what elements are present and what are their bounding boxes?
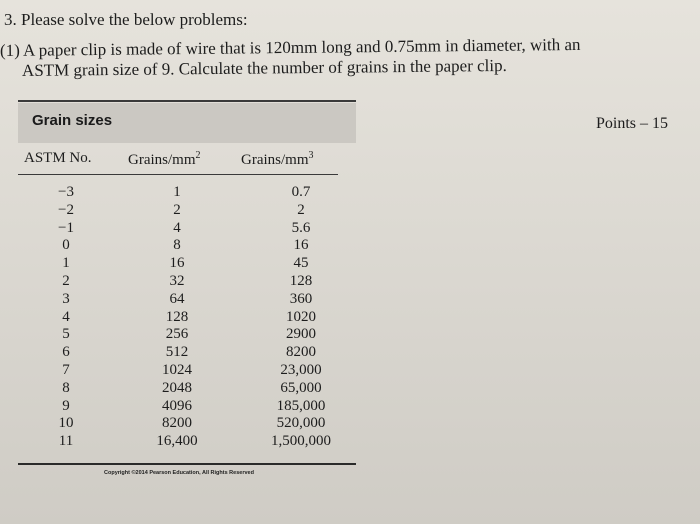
table-top-rule <box>18 100 356 102</box>
table-cell-astm: 9 <box>62 397 70 414</box>
table-cell-mm2: 128 <box>165 308 189 325</box>
table-cell-mm2: 16 <box>169 255 185 272</box>
table-cell-mm3: 185,000 <box>276 397 326 414</box>
table-cell-mm3: 128 <box>289 272 313 289</box>
header-rule <box>18 174 338 175</box>
problem-text-line-1: (1) A paper clip is made of wire that is 120mm long and 0.75mm in diameter, with an <box>0 34 581 60</box>
table-cell-astm: −3 <box>58 184 74 200</box>
table-cell-astm: 6 <box>62 344 70 361</box>
points-label: Points – 15 <box>596 115 669 132</box>
table-bottom-rule <box>18 463 356 465</box>
table-cell-mm2: 16,400 <box>156 433 198 450</box>
table-cell-mm2: 1024 <box>162 361 192 378</box>
column-astm <box>46 184 86 451</box>
copyright-notice: Copyright ©2014 Pearson Education, All Rights Reserved <box>104 470 254 476</box>
table-cell-mm3: 2900 <box>286 326 316 343</box>
table-cell-mm2: 512 <box>165 344 189 361</box>
table-cell-astm: 10 <box>58 415 74 432</box>
table-cell-mm3: 1,500,000 <box>271 433 331 450</box>
table-cell-astm: 11 <box>58 433 74 450</box>
table-cell-mm2: 8200 <box>162 415 192 432</box>
header-astm: ASTM No. <box>24 150 92 166</box>
table-cell-mm3: 23,000 <box>280 361 322 378</box>
table-cell-astm: −1 <box>58 219 74 236</box>
problem-text-line-2: ASTM grain size of 9. Calculate the number of grains in the paper clip. <box>21 55 507 80</box>
table-cell-astm: −2 <box>58 201 74 218</box>
table-cell-astm: 0 <box>62 237 70 254</box>
table-cell-mm3: 65,000 <box>280 379 322 396</box>
table-cell-mm3: 5.6 <box>291 219 311 236</box>
header-grains-mm2-exp: 2 <box>195 150 201 161</box>
column-grains-mm3 <box>256 184 346 451</box>
table-cell-mm2: 8 <box>173 237 181 254</box>
table-cell-mm3: 360 <box>289 290 313 307</box>
header-grains-mm3-base: Grains/mm <box>241 152 309 168</box>
table-cell-astm: 8 <box>62 379 70 396</box>
table-cell-astm: 4 <box>62 308 70 325</box>
table-cell-mm3: 8200 <box>286 344 316 361</box>
table-cell-mm3: 1020 <box>286 308 316 325</box>
table-cell-astm: 2 <box>62 272 70 289</box>
table-cell-mm3: 2 <box>297 201 305 218</box>
table-cell-mm2: 64 <box>169 290 185 307</box>
table-cell-mm2: 2048 <box>162 379 192 396</box>
table-cell-mm3: 16 <box>293 237 309 254</box>
table-cell-astm: 5 <box>62 326 70 343</box>
table-title: Grain sizes <box>32 112 113 129</box>
header-grains-mm3-exp: 3 <box>308 150 314 161</box>
header-grains-mm2 <box>128 150 201 169</box>
table-cell-mm2: 1 <box>173 184 181 200</box>
table-cell-mm2: 32 <box>169 272 185 289</box>
table-cell-astm: 7 <box>62 361 70 378</box>
table-cell-astm: 1 <box>62 255 70 272</box>
table-cell-mm2: 4096 <box>162 397 192 414</box>
table-cell-astm: 3 <box>62 290 70 307</box>
header-grains-mm3 <box>241 150 314 169</box>
table-cell-mm3: 0.7 <box>291 184 311 200</box>
column-grains-mm2 <box>152 184 202 451</box>
table-cell-mm3: 520,000 <box>276 415 326 432</box>
table-title-band <box>18 103 356 143</box>
table-cell-mm2: 2 <box>173 201 181 218</box>
header-grains-mm2-base: Grains/mm <box>128 152 196 168</box>
table-cell-mm2: 4 <box>173 219 181 236</box>
question-heading: 3. Please solve the below problems: <box>4 10 248 29</box>
table-cell-mm2: 256 <box>165 326 189 343</box>
table-cell-mm3: 45 <box>293 255 309 272</box>
